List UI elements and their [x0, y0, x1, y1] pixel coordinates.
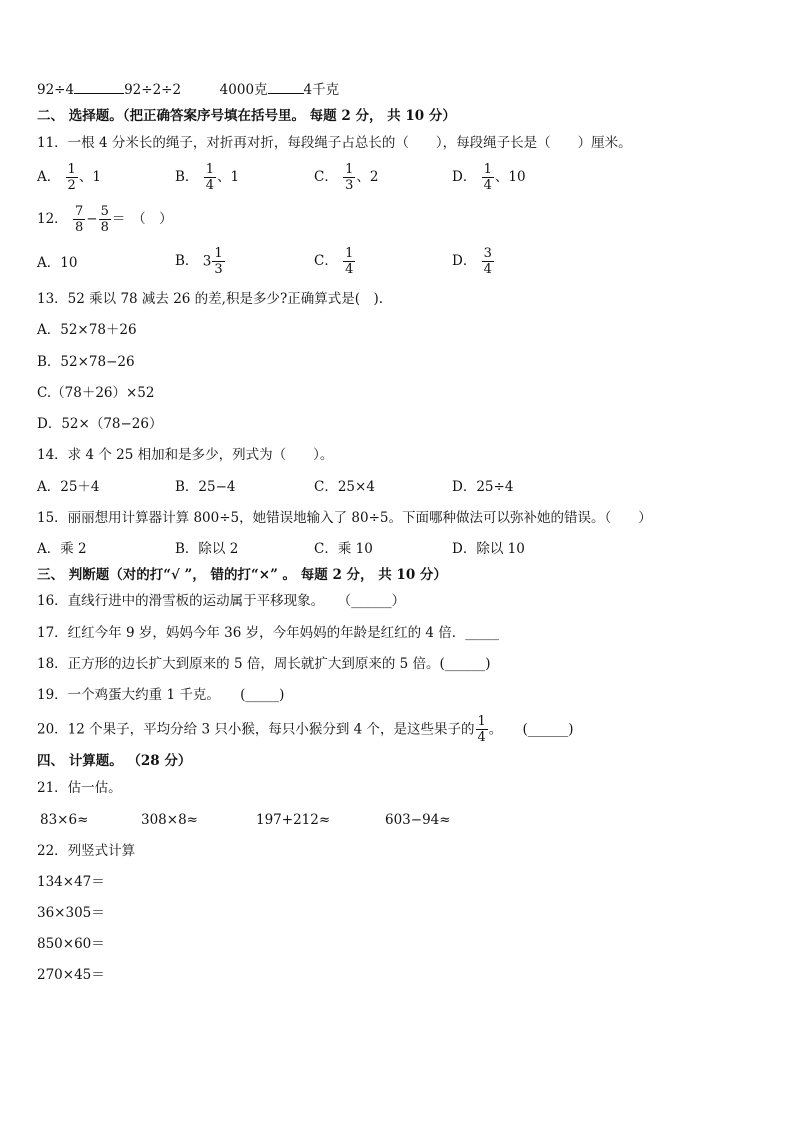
question-tail: ＝ （ ） — [111, 211, 173, 227]
denominator: 3 — [345, 178, 354, 193]
denominator: 8 — [100, 220, 109, 235]
numerator: 1 — [345, 162, 354, 177]
whole-part: 3 — [202, 253, 212, 270]
answer-blank[interactable] — [268, 93, 304, 94]
question-number: 12． — [37, 211, 68, 227]
calc-item: 270×45＝ — [37, 967, 105, 983]
numerator: 1 — [483, 162, 492, 177]
question-19: 19．一个鸡蛋大约重 1 千克。 (_____) — [37, 687, 285, 703]
denominator: 8 — [74, 220, 84, 235]
option-tail: 、1 — [78, 169, 101, 185]
option-label: B． — [175, 169, 199, 185]
denominator: 4 — [205, 178, 214, 193]
numerator: 1 — [477, 714, 486, 729]
question-tail: 。 (______) — [488, 721, 574, 738]
option-label: B． — [175, 253, 199, 269]
fraction — [476, 714, 488, 745]
denominator: 4 — [477, 730, 486, 745]
numerator: 1 — [345, 246, 354, 261]
calc-item: 36×305＝ — [37, 905, 105, 921]
option-14-a[interactable]: A．25＋4 — [37, 479, 100, 495]
fraction — [204, 162, 216, 193]
numerator: 1 — [214, 246, 223, 261]
option-label: C． — [314, 169, 338, 185]
question-18: 18．正方形的边长扩大到原来的 5 倍，周长就扩大到原来的 5 倍。(______) — [37, 656, 491, 672]
option-12-a[interactable]: A．10 — [37, 255, 78, 271]
question-11: 11．一根 4 分米长的绳子，对折再对折，每段绳子占总长的（ ），每段绳子长是（ ）厘米。 — [37, 135, 632, 151]
question-13: 13．52 乘以 78 减去 26 的差,积是多少?正确算式是( ). — [37, 291, 384, 307]
option-15-d[interactable]: D．除以 10 — [452, 541, 525, 557]
question-17: 17．红红今年 9 岁，妈妈今年 36 岁，今年妈妈的年龄是红红的 4 倍．_____ — [37, 625, 500, 641]
question-15: 15．丽丽想用计算器计算 800÷5，她错误地输入了 80÷5。下面哪种做法可以弥补她的错误。（ ） — [37, 510, 652, 526]
question-20 — [37, 714, 574, 745]
option-label: A． — [37, 169, 61, 185]
option-14-d[interactable]: D．25÷4 — [452, 479, 514, 495]
fraction — [73, 204, 85, 235]
estimate-item: 83×6≈ — [40, 812, 89, 828]
section-title-choice: 二、 选择题。（把正确答案序号填在括号里。 每题 2 分， 共 10 分） — [37, 108, 456, 124]
option-12-c[interactable] — [314, 246, 356, 277]
option-tail: 、2 — [356, 169, 379, 185]
option-label: D． — [452, 169, 477, 185]
expr-left-2: 4000克 — [219, 82, 268, 98]
denominator: 4 — [483, 178, 492, 193]
option-13-c[interactable]: C.（78＋26）×52 — [37, 385, 155, 401]
section-title-judge: 三、 判断题（对的打“√ ”， 错的打“×” 。 每题 2 分， 共 10 分） — [37, 567, 447, 583]
denominator: 4 — [483, 262, 492, 277]
option-13-d[interactable]: D．52×（78−26） — [37, 416, 163, 432]
option-tail: 、10 — [494, 169, 526, 185]
option-label: D． — [452, 253, 477, 269]
fraction — [212, 246, 224, 277]
option-14-c[interactable]: C．25×4 — [314, 479, 375, 495]
estimate-item: 603−94≈ — [385, 812, 451, 828]
expr-left-1: 92÷4 — [37, 82, 75, 98]
option-15-a[interactable]: A．乘 2 — [37, 541, 87, 557]
option-12-d[interactable] — [452, 246, 495, 277]
option-11-d[interactable] — [452, 162, 526, 193]
fraction — [482, 162, 494, 193]
calc-item: 134×47＝ — [37, 874, 105, 890]
question-text: 20．12 个果子，平均分给 3 只小猴，每只小猴分到 4 个，是这些果子的 — [37, 721, 475, 738]
question-16: 16．直线行进中的滑雪板的运动属于平移现象。 （______） — [37, 593, 406, 609]
option-tail: 、1 — [217, 169, 240, 185]
question-22: 22．列竖式计算 — [37, 843, 136, 859]
denominator: 4 — [345, 262, 354, 277]
compare-line — [37, 81, 339, 99]
option-12-b[interactable] — [175, 246, 226, 277]
option-13-b[interactable]: B．52×78−26 — [37, 354, 135, 370]
numerator: 5 — [100, 204, 109, 219]
numerator: 1 — [67, 162, 76, 177]
minus-sign: − — [86, 211, 98, 227]
denominator: 2 — [67, 178, 76, 193]
expr-right-2: 4千克 — [303, 82, 340, 98]
option-label: C． — [314, 253, 338, 269]
estimate-item: 197+212≈ — [256, 812, 331, 828]
calc-item: 850×60＝ — [37, 936, 105, 952]
fraction — [482, 246, 494, 277]
question-21: 21．估一估。 — [37, 780, 122, 796]
option-15-b[interactable]: B．除以 2 — [175, 541, 239, 557]
numerator: 7 — [74, 204, 84, 219]
expr-right-1: 92÷2÷2 — [124, 82, 182, 98]
fraction — [343, 162, 355, 193]
question-14: 14．求 4 个 25 相加和是多少，列式为（ ）。 — [37, 447, 334, 463]
option-15-c[interactable]: C．乘 10 — [314, 541, 373, 557]
answer-blank[interactable] — [74, 93, 124, 94]
option-14-b[interactable]: B．25−4 — [175, 479, 236, 495]
option-11-b[interactable] — [175, 162, 239, 193]
fraction — [343, 246, 355, 277]
option-11-a[interactable] — [37, 162, 101, 193]
option-13-a[interactable]: A．52×78＋26 — [37, 322, 137, 338]
question-12 — [37, 204, 173, 235]
numerator: 1 — [205, 162, 214, 177]
denominator: 3 — [214, 262, 223, 277]
option-11-c[interactable] — [314, 162, 379, 193]
numerator: 3 — [483, 246, 492, 261]
fraction — [66, 162, 78, 193]
estimate-item: 308×8≈ — [141, 812, 198, 828]
section-title-calc: 四、 计算题。 （28 分） — [37, 753, 192, 769]
fraction — [99, 204, 111, 235]
